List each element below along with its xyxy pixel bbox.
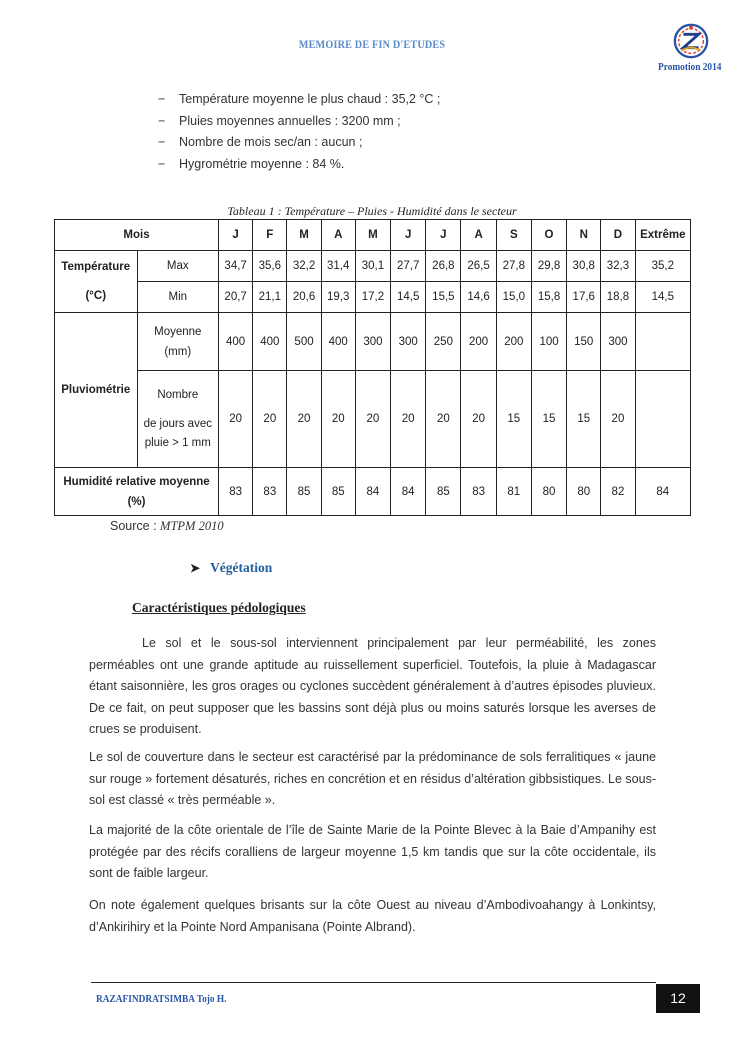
min-cell: 14,6 [461,282,496,313]
max-cell: 31,4 [321,251,355,282]
paragraph: La majorité de la côte orientale de l’île de Sainte Marie de la Pointe Blevec à la Baie d’Ampanihy est protégée par des récifs coralliens de largeur moyenne 1,5 km tandis que sur la côte occidentale, ils sont de faible largeur. [89,823,656,880]
bullet-item: − Hygrométrie moyenne : 84 %. [158,154,440,176]
days-cell: 20 [391,371,426,468]
temperature-label-cell [55,251,138,313]
climate-bullet-list [158,89,440,175]
rain-cell: 300 [355,313,390,371]
max-cell: 30,8 [567,251,601,282]
max-label: Max [137,251,219,282]
rain-cell: 200 [496,313,531,371]
rain-mean-row [55,313,691,371]
month-header: N [567,220,601,251]
table-source [110,519,224,534]
mois-header: Mois [55,220,219,251]
days-cell: 15 [531,371,566,468]
min-cell: 15,0 [496,282,531,313]
bullet-item: − Température moyenne le plus chaud : 35,2 °C ; [158,89,440,111]
humidity-cell: 80 [531,468,566,516]
page-number: 12 [656,984,700,1013]
days-cell: 20 [461,371,496,468]
min-label: Min [137,282,219,313]
rain-cell: 300 [391,313,426,371]
month-header: J [391,220,426,251]
nombre-label: Nombre [157,388,199,401]
days-cell: 20 [601,371,635,468]
min-cell: 17,2 [355,282,390,313]
max-cell: 29,8 [531,251,566,282]
max-cell: 32,2 [287,251,321,282]
table-header-row [55,220,691,251]
moyenne-label-cell [137,313,219,371]
month-header: D [601,220,635,251]
humidity-cell: 83 [219,468,253,516]
nombre-label-cell [137,371,219,468]
climate-table [54,219,691,516]
humidity-cell: 80 [567,468,601,516]
source-label: Source : [110,519,161,533]
min-cell: 15,8 [531,282,566,313]
humidite-label: Humidité relative moyenne (%) [55,468,219,516]
extreme-header: Extrême [635,220,690,251]
rain-cell: 250 [426,313,461,371]
min-cell: 20,6 [287,282,321,313]
humidity-cell: 81 [496,468,531,516]
max-cell: 32,3 [601,251,635,282]
humidity-cell: 84 [391,468,426,516]
nombre-detail: de jours avec pluie > 1 mm [143,417,212,449]
footer-author: RAZAFINDRATSIMBA Tojo H. [96,993,227,1005]
humidity-cell: 83 [253,468,287,516]
humidity-cell: 85 [287,468,321,516]
temp-min-row [55,282,691,313]
month-header: A [321,220,355,251]
paragraph: Le sol et le sous-sol interviennent principalement par leur perméabilité, les zones perméables ont une grande aptitude au ruissellement superficiel. Toutefois, la pluie à Madagascar étant saisonnière, les gros orages ou cyclones succèdent généralement à d’autres épisodes pluvieux. De ce fait, on peut supposer que les bassins sont déjà plus ou moins saturés lorsque les averses de crues se produisent. [89,636,656,736]
rain-cell: 400 [219,313,253,371]
month-header: F [253,220,287,251]
max-cell: 27,7 [391,251,426,282]
school-logo-icon [672,22,710,60]
days-extreme-cell [635,371,690,468]
days-cell: 15 [567,371,601,468]
table-caption: Tableau 1 : Température – Pluies - Humidité dans le secteur [227,204,517,218]
footer-divider [91,982,656,983]
pluviometrie-label: Pluviométrie [55,313,138,468]
min-extreme-cell: 14,5 [635,282,690,313]
max-cell: 26,8 [426,251,461,282]
max-cell: 34,7 [219,251,253,282]
month-header: S [496,220,531,251]
humidity-row [55,468,691,516]
humidity-extreme-cell: 84 [635,468,690,516]
month-header: O [531,220,566,251]
month-header: J [426,220,461,251]
days-cell: 20 [287,371,321,468]
min-cell: 19,3 [321,282,355,313]
max-cell: 27,8 [496,251,531,282]
bullet-item: − Pluies moyennes annuelles : 3200 mm ; [158,111,440,133]
paragraph: Le sol de couverture dans le secteur est caractérisé par la prédominance de sols ferralitiques « jaune sur rouge » fortement désaturés, riches en concrétion et en résidus d’altération gibbsistiques. Le sous-sol est classé « très perméable ». [89,750,656,807]
days-cell: 20 [355,371,390,468]
rain-cell: 100 [531,313,566,371]
month-header: M [355,220,390,251]
min-cell: 20,7 [219,282,253,313]
temp-max-row [55,251,691,282]
rain-cell: 150 [567,313,601,371]
min-cell: 18,8 [601,282,635,313]
month-header: A [461,220,496,251]
section-subheading: Caractéristiques pédologiques [132,600,306,615]
humidity-cell: 85 [321,468,355,516]
min-cell: 17,6 [567,282,601,313]
rain-cell: 400 [321,313,355,371]
max-cell: 26,5 [461,251,496,282]
rain-cell: 200 [461,313,496,371]
days-cell: 20 [426,371,461,468]
humidity-cell: 85 [426,468,461,516]
max-cell: 35,6 [253,251,287,282]
rain-cell: 300 [601,313,635,371]
humidity-cell: 84 [355,468,390,516]
rain-extreme-cell [635,313,690,371]
days-cell: 20 [253,371,287,468]
bullet-item: − Nombre de mois sec/an : aucun ; [158,132,440,154]
month-header: J [219,220,253,251]
temperature-label: Température [61,261,131,273]
header-title: MEMOIRE DE FIN D'ETUDES [298,37,446,51]
arrow-bullet-icon: ➤ [190,561,201,575]
min-cell: 15,5 [426,282,461,313]
rain-cell: 400 [253,313,287,371]
moyenne-unit: (mm) [164,345,192,358]
paragraph: On note également quelques brisants sur la côte Ouest au niveau d’Ambodivoahangy à Lonkintsy, d’Ankirihiry et la Pointe Nord Ampanisana (Pointe Albrand). [89,898,656,934]
source-value: MTPM 2010 [160,519,224,533]
humidity-cell: 82 [601,468,635,516]
min-cell: 14,5 [391,282,426,313]
rain-cell: 500 [287,313,321,371]
vegetation-heading: Végétation [210,560,273,575]
vegetation-heading-row [190,560,272,576]
moyenne-label: Moyenne [154,325,202,338]
humidity-cell: 83 [461,468,496,516]
days-cell: 15 [496,371,531,468]
max-cell: 30,1 [355,251,390,282]
rain-days-row [55,371,691,468]
temperature-unit: (°C) [85,290,107,302]
days-cell: 20 [219,371,253,468]
promotion-label: Promotion 2014 [658,61,722,73]
max-extreme-cell: 35,2 [635,251,690,282]
min-cell: 21,1 [253,282,287,313]
month-header: M [287,220,321,251]
days-cell: 20 [321,371,355,468]
